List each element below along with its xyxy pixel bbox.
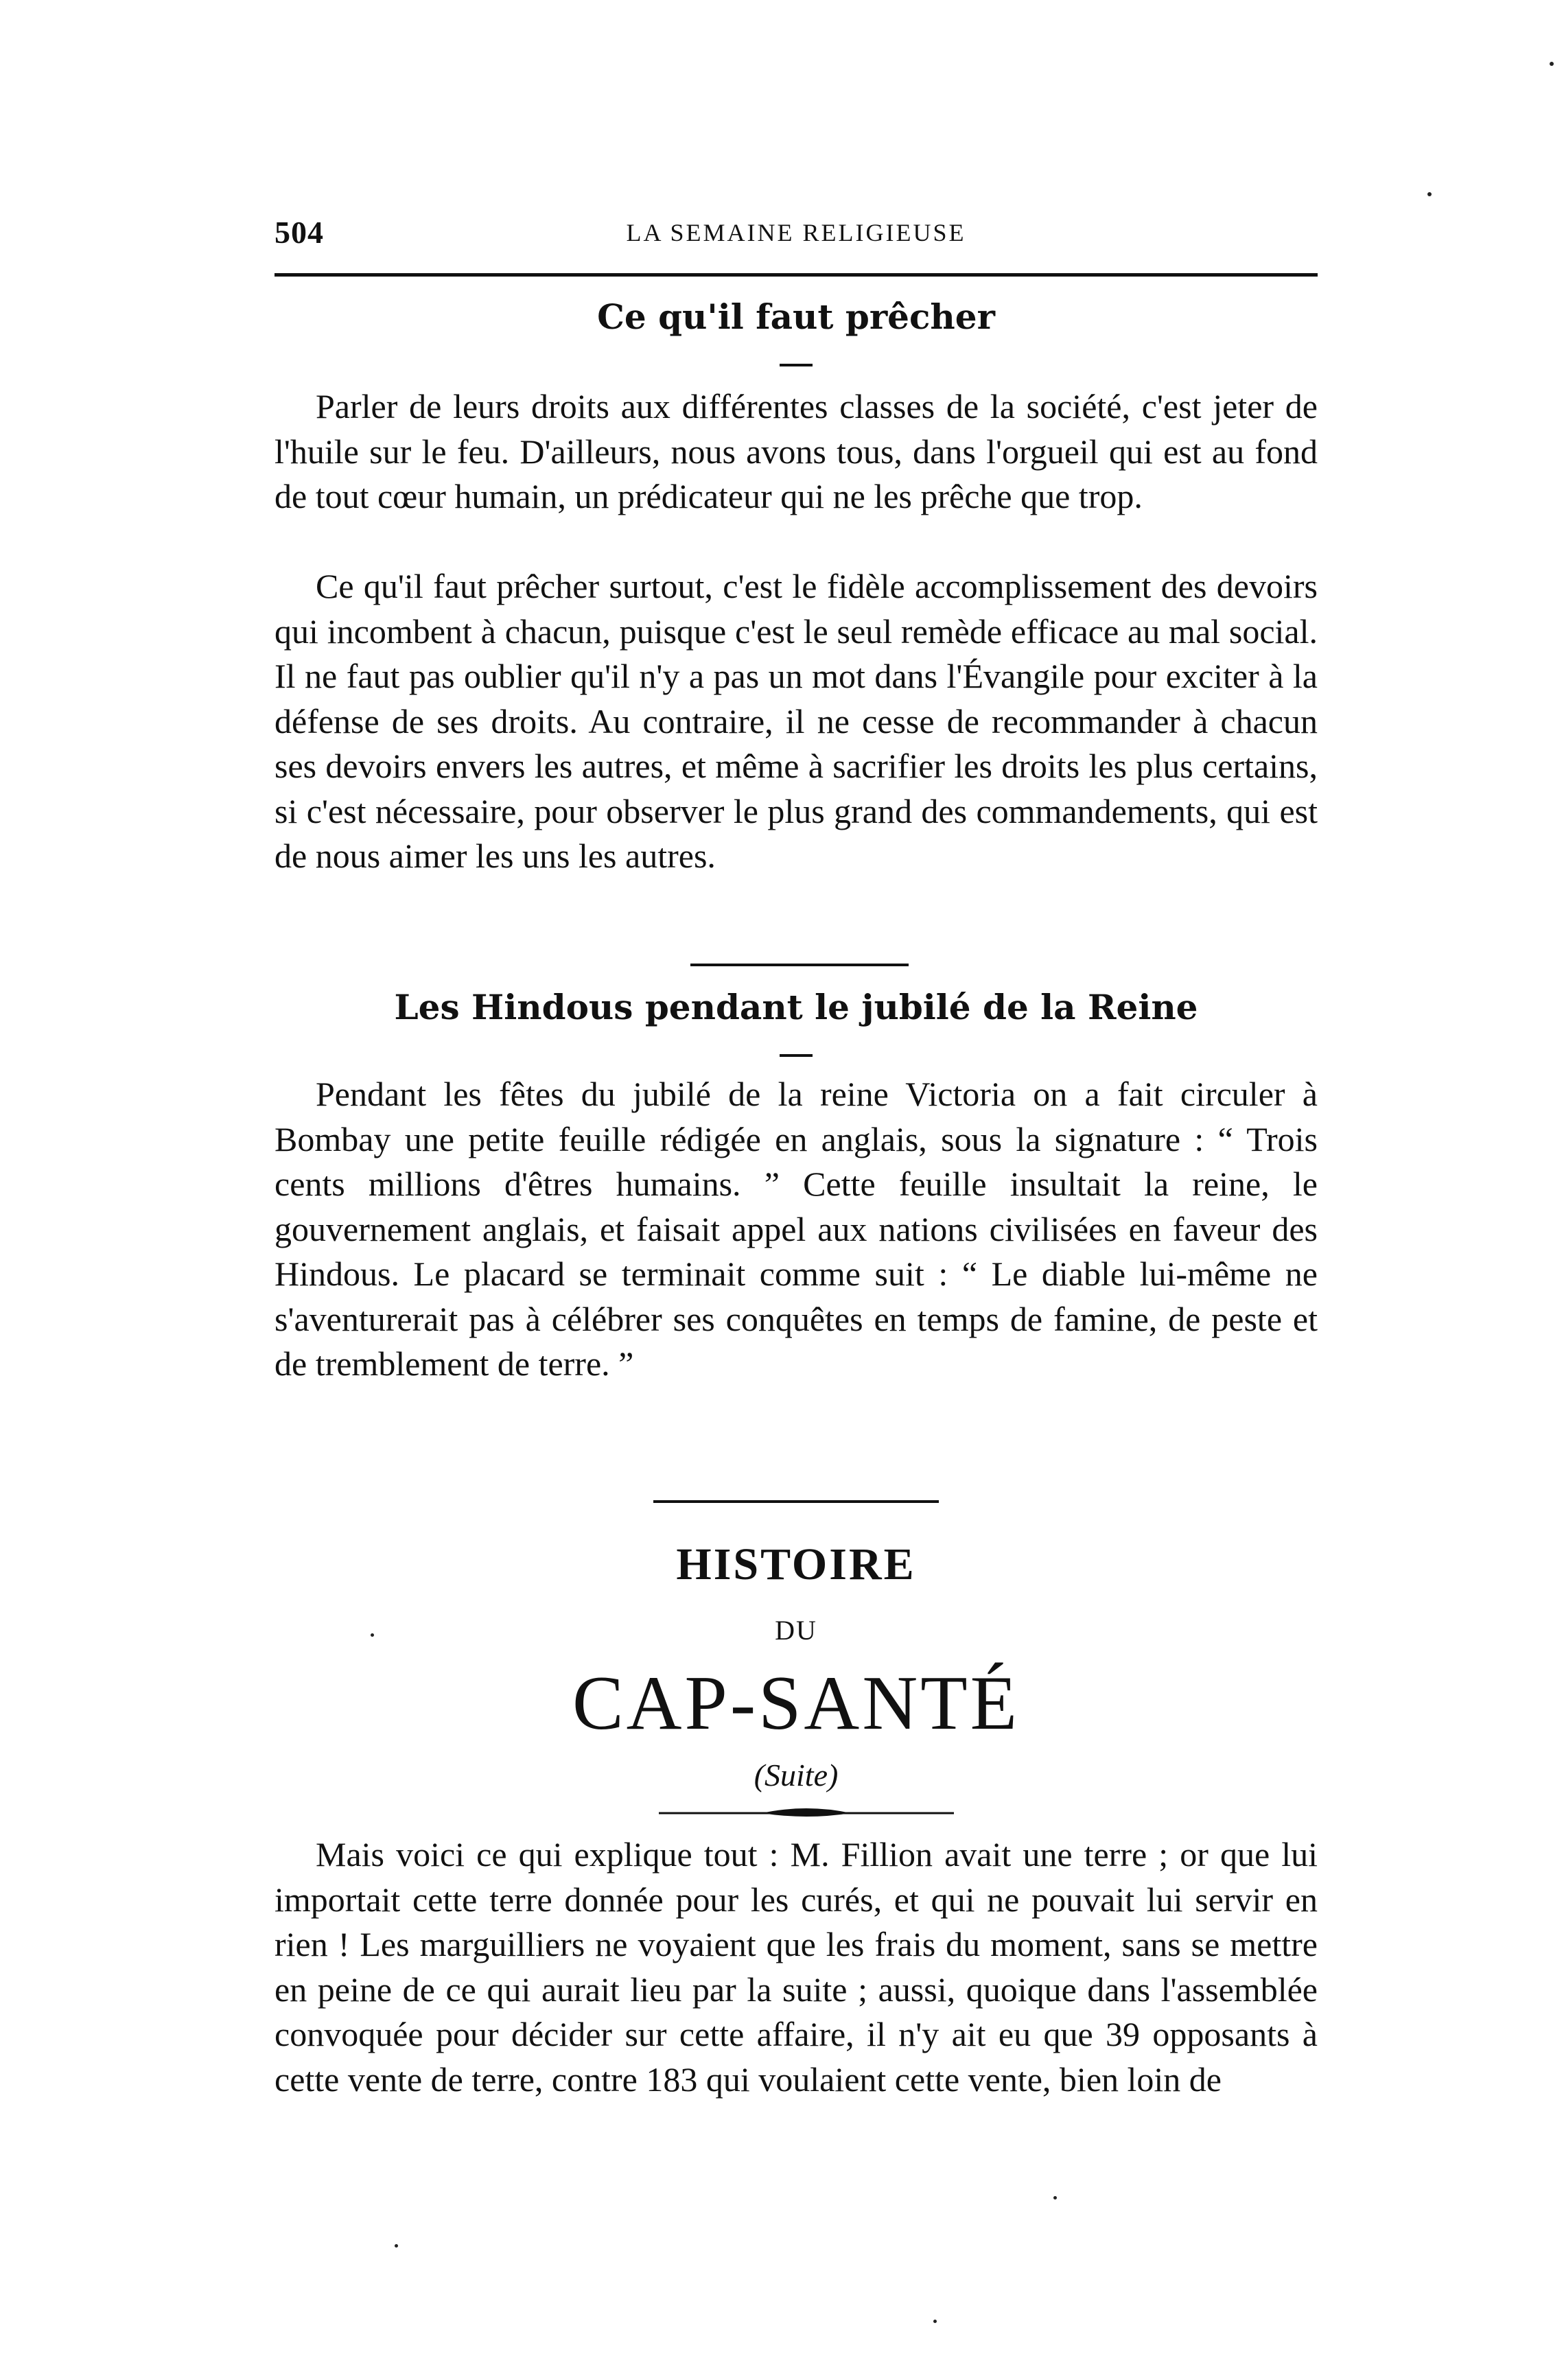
section-title-preaching: Ce qu'il faut prêcher <box>597 296 995 337</box>
scan-speck <box>1053 2196 1057 2200</box>
page-number: 504 <box>275 215 324 250</box>
history-subtitle: (Suite) <box>754 1758 839 1793</box>
scan-speck <box>395 2244 398 2248</box>
history-title-du: DU <box>775 1615 817 1646</box>
header-rule <box>275 273 1318 277</box>
section-divider <box>653 1500 939 1503</box>
page-header <box>275 214 1318 262</box>
title-dash <box>780 1054 813 1057</box>
paragraph: Pendant les fêtes du jubilé de la reine Victoria on a fait circuler à Bombay une petite feuille rédigée en anglais, sous la signature : “ Trois cents millions d'êtres humains. ” Cette feuille insultait la reine, le gouvernement anglais, et faisait appel aux nations civilisées en faveur des Hindous. Le placard se terminait comme suit : “ Le diable lui-même ne s'aventurerait pas à célébrer ses conquêtes en temps de famine, de peste et de tremblement de terre. ” <box>275 1075 1318 1383</box>
scan-speck <box>371 1633 374 1637</box>
scan-speck <box>933 2320 937 2323</box>
section-divider <box>690 964 909 966</box>
running-head: LA SEMAINE RELIGIEUSE <box>626 219 966 246</box>
paragraph: Parler de leurs droits aux différentes classes de la société, c'est jeter de l'huile sur le feu. D'ailleurs, nous avons tous, dans l'orgueil qui est au fond de tout cœur humain, un prédicateur qui ne les prêche que trop. <box>275 387 1318 515</box>
scan-speck <box>1550 62 1554 66</box>
section-title-hindous: Les Hindous pendant le jubilé de la Reine <box>394 987 1198 1027</box>
paragraph: Mais voici ce qui explique tout : M. Fillion avait une terre ; or que lui importait cette terre donnée pour les curés, et qui ne pouvait lui servir en rien ! Les marguilliers ne voyaient que les frais du moment, sans se mettre en peine de ce qui aurait lieu par la suite ; aussi, quoique dans l'assemblée convoquée pour décider sur cette affaire, il n'y ait eu que 39 opposants à cette vente de terre, contre 183 qui voulaient cette vente, bien loin de <box>275 1835 1318 2099</box>
history-title-place: CAP-SANTÉ <box>572 1661 1020 1746</box>
ornament-rule <box>659 1804 954 1820</box>
paragraph: Ce qu'il faut prêcher surtout, c'est le fidèle accomplissement des devoirs qui incombent à chacun, puisque c'est le seul remède efficace au mal social. Il ne faut pas oublier qu'il n'y a pas un mot dans l'Évangile pour exciter à la défense de ses droits. Au contraire, il ne cesse de recommander à chacun ses devoirs envers les autres, et même à sacrifier les droits les plus certains, si c'est nécessaire, pour observer le plus grand des commandements, qui est de nous aimer les uns les autres. <box>275 567 1318 875</box>
title-dash <box>780 364 813 366</box>
scan-speck <box>1427 192 1432 196</box>
history-title: HISTOIRE <box>676 1539 916 1589</box>
